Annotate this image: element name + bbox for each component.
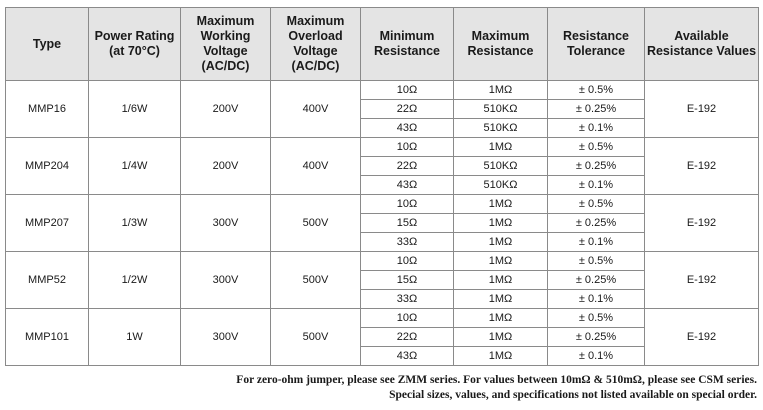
- max-resistance-cell: 510KΩ: [454, 176, 548, 195]
- available-values-cell: E-192: [645, 252, 759, 309]
- tolerance-cell: ± 0.25%: [548, 100, 645, 119]
- min-resistance-cell: 22Ω: [361, 157, 454, 176]
- tolerance-cell: ± 0.1%: [548, 233, 645, 252]
- overload-voltage-cell: 500V: [271, 252, 361, 309]
- max-resistance-cell: 1MΩ: [454, 252, 548, 271]
- tolerance-cell: ± 0.25%: [548, 214, 645, 233]
- max-resistance-cell: 1MΩ: [454, 328, 548, 347]
- overload-voltage-cell: 500V: [271, 309, 361, 366]
- type-cell: MMP52: [6, 252, 89, 309]
- max-resistance-cell: 510KΩ: [454, 119, 548, 138]
- max-resistance-cell: 1MΩ: [454, 233, 548, 252]
- min-resistance-cell: 43Ω: [361, 176, 454, 195]
- min-resistance-cell: 10Ω: [361, 252, 454, 271]
- table-row: [6, 252, 759, 271]
- header-row: [6, 8, 759, 81]
- available-values-cell: E-192: [645, 195, 759, 252]
- header-type: Type: [6, 8, 89, 81]
- tolerance-cell: ± 0.1%: [548, 176, 645, 195]
- tolerance-cell: ± 0.5%: [548, 309, 645, 328]
- header-tolerance: Resistance Tolerance: [548, 8, 645, 81]
- working-voltage-cell: 200V: [181, 81, 271, 138]
- max-resistance-cell: 1MΩ: [454, 271, 548, 290]
- max-resistance-cell: 1MΩ: [454, 309, 548, 328]
- tolerance-cell: ± 0.1%: [548, 290, 645, 309]
- max-resistance-cell: 1MΩ: [454, 81, 548, 100]
- tolerance-cell: ± 0.5%: [548, 195, 645, 214]
- min-resistance-cell: 10Ω: [361, 81, 454, 100]
- power-rating-cell: 1W: [89, 309, 181, 366]
- min-resistance-cell: 33Ω: [361, 233, 454, 252]
- min-resistance-cell: 15Ω: [361, 214, 454, 233]
- tolerance-cell: ± 0.5%: [548, 252, 645, 271]
- min-resistance-cell: 33Ω: [361, 290, 454, 309]
- table-row: [6, 309, 759, 328]
- min-resistance-cell: 22Ω: [361, 328, 454, 347]
- footnote-special-order: Special sizes, values, and specifications not listed available on special order.: [389, 389, 757, 401]
- resistor-spec-table: [5, 7, 759, 366]
- max-resistance-cell: 1MΩ: [454, 138, 548, 157]
- max-resistance-cell: 1MΩ: [454, 214, 548, 233]
- working-voltage-cell: 300V: [181, 252, 271, 309]
- min-resistance-cell: 43Ω: [361, 347, 454, 366]
- header-min-resistance: Minimum Resistance: [361, 8, 454, 81]
- overload-voltage-cell: 500V: [271, 195, 361, 252]
- power-rating-cell: 1/4W: [89, 138, 181, 195]
- tolerance-cell: ± 0.25%: [548, 328, 645, 347]
- type-cell: MMP101: [6, 309, 89, 366]
- max-resistance-cell: 1MΩ: [454, 195, 548, 214]
- tolerance-cell: ± 0.25%: [548, 157, 645, 176]
- overload-voltage-cell: 400V: [271, 81, 361, 138]
- type-cell: MMP16: [6, 81, 89, 138]
- working-voltage-cell: 300V: [181, 309, 271, 366]
- overload-voltage-cell: 400V: [271, 138, 361, 195]
- header-working-voltage: Maximum Working Voltage (AC/DC): [181, 8, 271, 81]
- min-resistance-cell: 43Ω: [361, 119, 454, 138]
- table-row: [6, 81, 759, 100]
- min-resistance-cell: 15Ω: [361, 271, 454, 290]
- working-voltage-cell: 300V: [181, 195, 271, 252]
- type-cell: MMP207: [6, 195, 89, 252]
- tolerance-cell: ± 0.1%: [548, 119, 645, 138]
- type-cell: MMP204: [6, 138, 89, 195]
- header-overload-voltage: Maximum Overload Voltage (AC/DC): [271, 8, 361, 81]
- table-row: [6, 138, 759, 157]
- tolerance-cell: ± 0.5%: [548, 138, 645, 157]
- power-rating-cell: 1/3W: [89, 195, 181, 252]
- max-resistance-cell: 1MΩ: [454, 347, 548, 366]
- spec-table-body: [6, 81, 759, 366]
- footnotes: [17, 373, 757, 403]
- max-resistance-cell: 510KΩ: [454, 157, 548, 176]
- tolerance-cell: ± 0.5%: [548, 81, 645, 100]
- table-row: [6, 195, 759, 214]
- available-values-cell: E-192: [645, 309, 759, 366]
- tolerance-cell: ± 0.1%: [548, 347, 645, 366]
- footnote-zero-ohm: For zero-ohm jumper, please see ZMM series. For values between 10mΩ & 510mΩ, please see CSM series.: [236, 374, 757, 386]
- min-resistance-cell: 10Ω: [361, 309, 454, 328]
- working-voltage-cell: 200V: [181, 138, 271, 195]
- header-available-values: Available Resistance Values: [645, 8, 759, 81]
- power-rating-cell: 1/2W: [89, 252, 181, 309]
- header-max-resistance: Maximum Resistance: [454, 8, 548, 81]
- min-resistance-cell: 22Ω: [361, 100, 454, 119]
- min-resistance-cell: 10Ω: [361, 195, 454, 214]
- max-resistance-cell: 1MΩ: [454, 290, 548, 309]
- available-values-cell: E-192: [645, 138, 759, 195]
- header-power-rating: Power Rating (at 70°C): [89, 8, 181, 81]
- tolerance-cell: ± 0.25%: [548, 271, 645, 290]
- min-resistance-cell: 10Ω: [361, 138, 454, 157]
- power-rating-cell: 1/6W: [89, 81, 181, 138]
- max-resistance-cell: 510KΩ: [454, 100, 548, 119]
- available-values-cell: E-192: [645, 81, 759, 138]
